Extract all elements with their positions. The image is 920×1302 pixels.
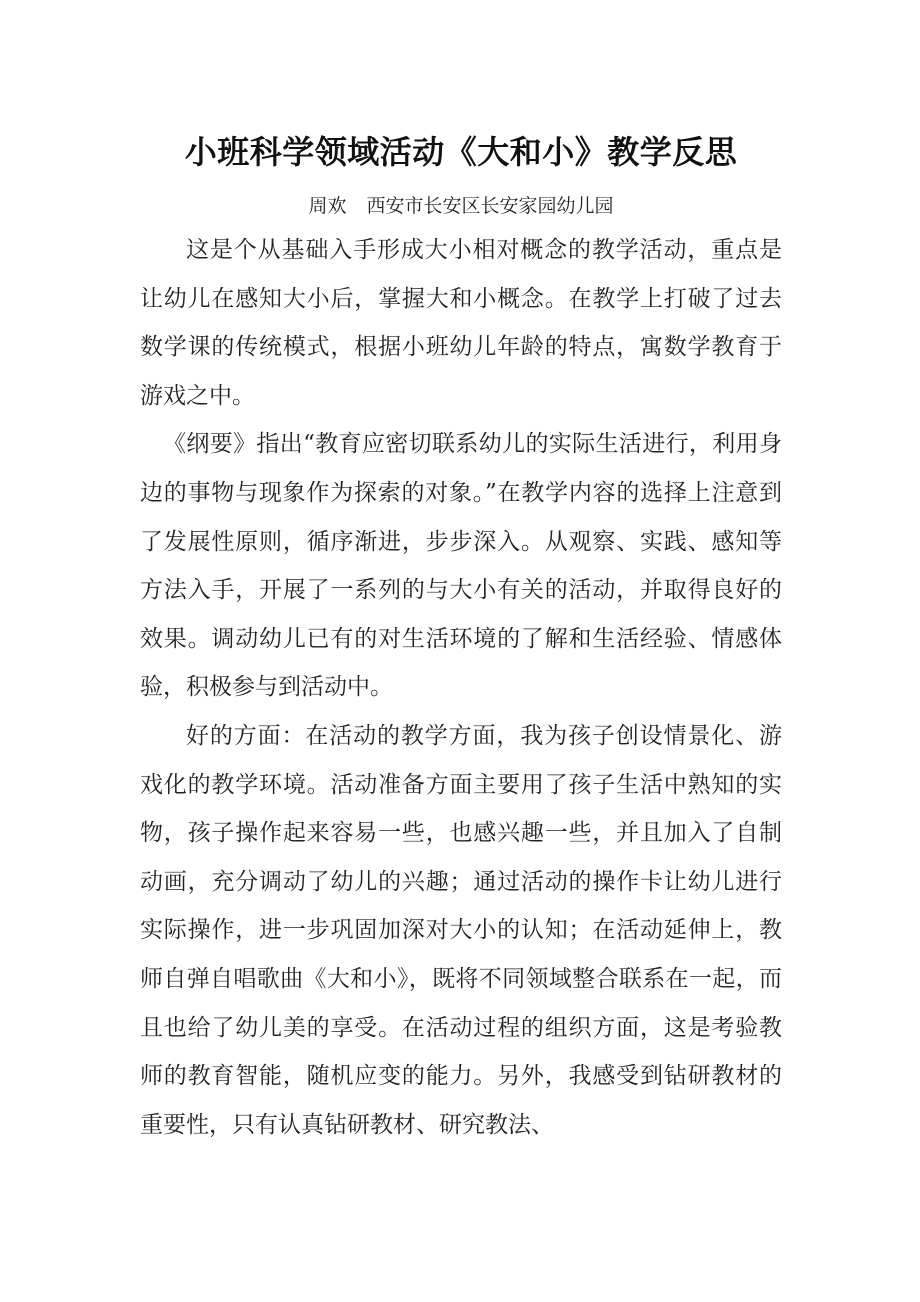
document-body: [140, 126, 782, 1149]
paragraph-strengths: 好的方面：在活动的教学方面，我为孩子创设情景化、游戏化的教学环境。活动准备方面主要用了孩子生活中熟知的实物，孩子操作起来容易一些，也感兴趣一些，并且加入了自制动画，充分调动了幼儿的兴趣；通过活动的操作卡让幼儿进行实际操作，进一步巩固加深对大小的认知；在活动延伸上，教师自弹自唱歌曲《大和小》，既将不同领域整合联系在一起，而且也给了幼儿美的享受。在活动过程的组织方面，这是考验教师的教育智能，随机应变的能力。另外，我感受到钻研教材的重要性，只有认真钻研教材、研究教法、: [140, 722, 782, 1138]
paragraph-guideline: 《纲要》指出“教育应密切联系幼儿的实际生活进行，利用身边的事物与现象作为探索的对象。”在教学内容的选择上注意到了发展性原则，循序渐进，步步深入。从观察、实践、感知等方法入手，开展了一系列的与大小有关的活动，并取得良好的效果。调动幼儿已有的对生活环境的了解和生活经验、情感体验，积极参与到活动中。: [140, 431, 782, 701]
document-title: 小班科学领域活动《大和小》教学反思: [184, 133, 738, 171]
paragraph-intro: 这是个从基础入手形成大小相对概念的教学活动，重点是让幼儿在感知大小后，掌握大和小概念。在教学上打破了过去数学课的传统模式，根据小班幼儿年龄的特点，寓数学教育于游戏之中。: [140, 237, 782, 409]
author-name: 周欢: [308, 195, 347, 217]
byline: [140, 192, 782, 220]
author-affiliation: 西安市长安区长安家园幼儿园: [366, 195, 614, 217]
